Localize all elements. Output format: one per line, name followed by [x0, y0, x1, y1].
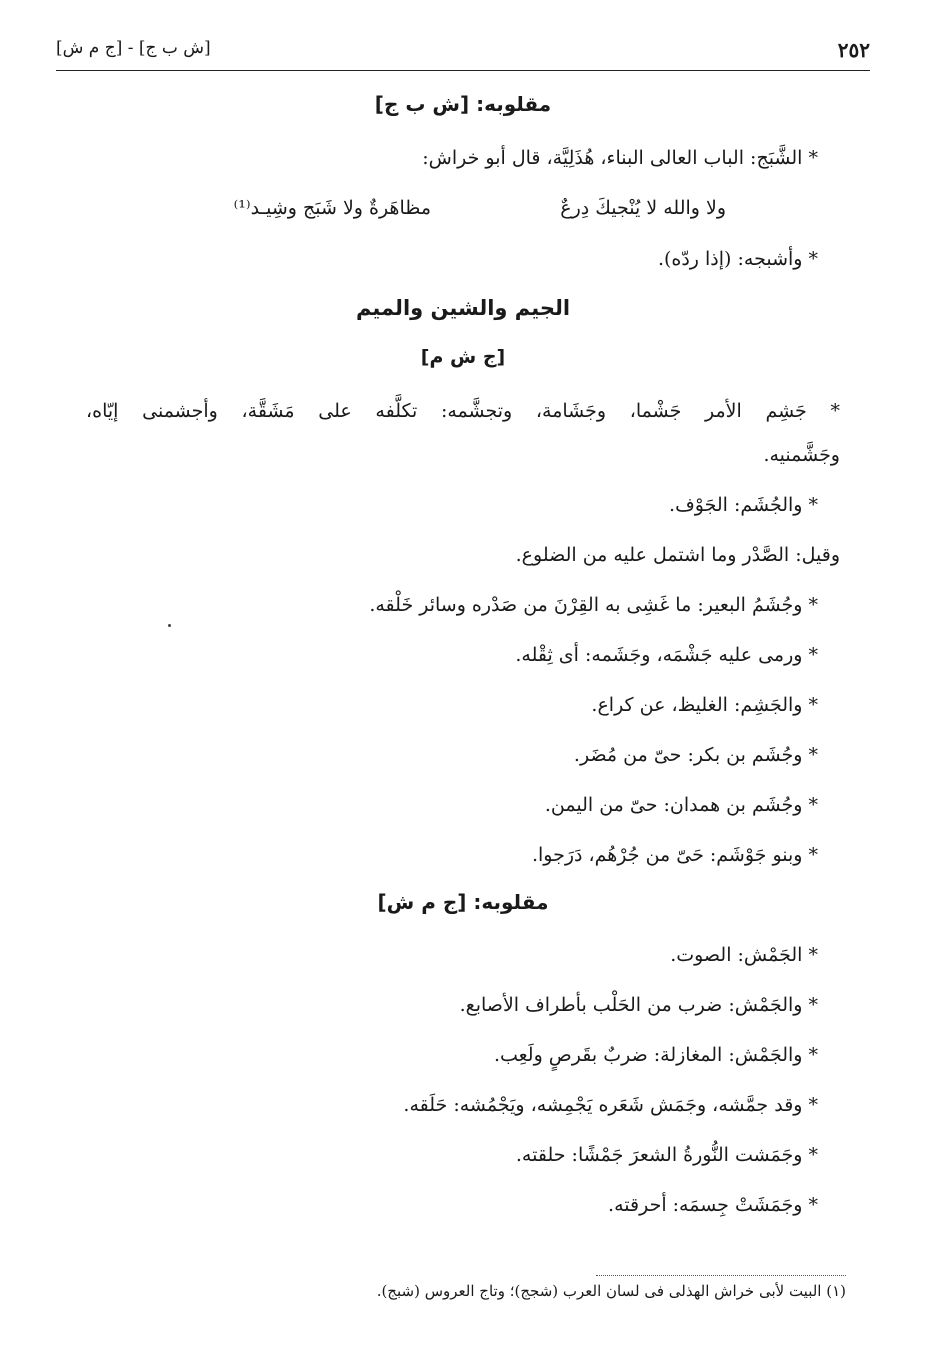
entry-line: * والجَمْش: المغازلة: ضربٌ بقَرصٍ ولَعِب.: [493, 1044, 818, 1066]
entry-line: * وبنو جَوْشَم: حَىّ من جُرْهُم، دَرَجوا.: [531, 844, 818, 866]
chapter-heading: الجيم والشين والميم: [355, 296, 571, 320]
section-heading-jshm: [ج ش م]: [420, 346, 506, 368]
stray-dot: [168, 624, 171, 627]
entry-line: * وقد جمَّشه، وجَمَش شَعَره يَجْمِشه، ويَجْمُشه: حَلَقه.: [403, 1094, 818, 1116]
entry-shabaj: * الشَّبَج: الباب العالى البناء، هُذَلِيَّة، قال أبو خراش:: [422, 147, 818, 169]
entry-line: * الجَمْش: الصوت.: [670, 944, 818, 966]
section-heading-shbj: مقلوبه: [ش ب ج]: [374, 92, 552, 116]
entry-jashim-line1: * جَشِم الأمر جَشْما، وجَشَامة، وتجشَّمه: تكلَّفه على مَشَقَّة، وأجشمنى إيّاه،: [86, 400, 840, 422]
entry-line: * وجُشَم بن بكر: حىّ من مُضَر.: [573, 744, 818, 766]
entry-line: * ورمى عليه جَشْمَه، وجَشَمه: أى ثِقْله.: [515, 644, 818, 666]
running-header: [56, 36, 870, 71]
verse-second-hemistich: مظاهَرةٌ ولا شَبَج وشِيـد⁽¹⁾: [233, 197, 431, 219]
entry-line: * وجَمَشت النُّورةُ الشعرَ جَمْشًا: حلقته.: [515, 1144, 818, 1166]
footnote: (١) البيت لأبى خراش الهذلى فى لسان العرب (شجج)؛ وتاج العروس (شبج).: [376, 1282, 846, 1300]
running-title: [ش ب ج] - [ج م ش]: [56, 38, 211, 58]
page-number: ٢٥٢: [837, 38, 870, 62]
entry-line: * وجُشَمُ البعير: ما غَشِى به القِرْنَ من صَدْره وسائر خَلْقه.: [369, 594, 818, 616]
entry-line: وقيل: الصَّدْر وما اشتمل عليه من الضلوع.: [515, 544, 840, 566]
entry-line: * والجُشَم: الجَوْف.: [669, 494, 818, 516]
verse-first-hemistich: ولا والله لا يُنْجيكَ دِرعٌ: [560, 197, 726, 219]
footnote-rule: [596, 1275, 846, 1276]
entry-line: * والجَشِم: الغليظ، عن كراع.: [591, 694, 818, 716]
section-heading-jmsh: مقلوبه: [ج م ش]: [377, 890, 549, 914]
entry-line: * وجُشَم بن همدان: حىّ من اليمن.: [544, 794, 818, 816]
entry-line: * والجَمْش: ضرب من الحَلْب بأطراف الأصابع.: [459, 994, 818, 1016]
entry-line: * وجَمَشَتْ جِسمَه: أحرقته.: [608, 1194, 818, 1216]
entry-jashim-line2: وجَشَّمنيه.: [763, 444, 840, 466]
entry-ashbajah: * وأشبجه: (إذا ردّه).: [657, 248, 818, 270]
